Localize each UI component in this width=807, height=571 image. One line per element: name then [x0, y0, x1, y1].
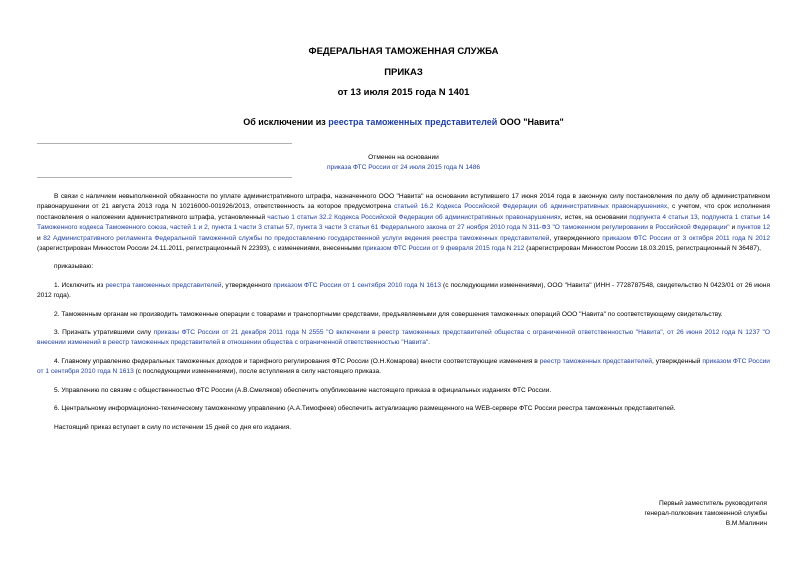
item-5: 5. Управлению по связям с общественностью ФТС России (А.В.Смеляков) обеспечить опубликование настоящего приказа в официальных изданиях ФТС России.: [54, 386, 552, 394]
item-4-link-1[interactable]: реестр таможенных представителей: [539, 357, 652, 365]
item-4-link-2[interactable]: приказом ФТС России от 1 сентября 2010 года N 1613: [37, 357, 770, 376]
agency-name: ФЕДЕРАЛЬНАЯ ТАМОЖЕННАЯ СЛУЖБА: [308, 46, 499, 57]
item-1-link-1[interactable]: реестра таможенных представителей: [105, 281, 222, 289]
divider-top: [37, 143, 292, 144]
item-1-text-2: , утвержденного: [221, 281, 274, 289]
preamble: [37, 192, 770, 254]
preamble-link-2[interactable]: частью 1 статьи 32.2 Кодекса Российской Федерации об административных правонарушениях: [267, 213, 561, 221]
preamble-text-4: и: [729, 224, 738, 232]
preamble-link-6[interactable]: приказом ФТС России от 3 октября 2011 года N 2012: [602, 234, 770, 242]
preamble-text-3: , истек, на основании: [560, 213, 630, 221]
item-1-link-2[interactable]: приказом ФТС России от 1 сентября 2010 года N 1613: [273, 281, 442, 289]
doc-title-suffix: ООО "Навита": [497, 117, 564, 127]
preamble-text-8: (зарегистрирован Минюстом России 18.03.2015, регистрационный N 36487),: [524, 245, 761, 253]
doc-title-link[interactable]: реестра таможенных представителей: [328, 117, 498, 127]
item-4-text-1: 4. Главному управлению федеральных таможенных доходов и тарифного регулирования ФТС России (О.Н.Комарова) внести соответствующие изменения в: [54, 357, 540, 365]
preamble-link-1[interactable]: статьей 16.2 Кодекса Российской Федерации об административных правонарушениях: [394, 203, 668, 211]
item-3-link-text[interactable]: "О включении в реестр таможенных представителей общества с ограниченной ответственностью "Навита",: [323, 329, 668, 337]
order-word: приказываю:: [54, 263, 94, 271]
preamble-text-6: , утвержденного: [549, 234, 603, 242]
doc-title: [0, 117, 807, 127]
preamble-link-4[interactable]: пунктов 12: [737, 224, 770, 232]
preamble-link-7[interactable]: приказом ФТС России от 9 февраля 2015 года N 212: [362, 245, 525, 253]
item-3-link-2[interactable]: от 26 июня 2012 года N 1237: [667, 329, 760, 337]
doc-title-prefix: Об исключении из: [243, 117, 329, 127]
cancel-note-link[interactable]: приказа ФТС России от 24 июля 2015 года N 1486: [326, 164, 481, 171]
item-3-link-1[interactable]: приказы ФТС России от 21 декабря 2011 года N 2555: [153, 329, 324, 337]
item-7: Настоящий приказ вступает в силу по истечении 15 дней со дня его издания.: [54, 423, 292, 431]
preamble-text-5: и: [37, 234, 44, 242]
item-3-link-text-2[interactable]: "О внесении изменений в реестр таможенных представителей в отношении общества с ограниченной ответственностью "Навита".: [37, 329, 770, 347]
divider-bottom: [37, 177, 292, 178]
item-6: 6. Центральному информационно-техническому таможенному управлению (А.А.Тимофеев) обеспечить актуализацию размещенного на WEB-сервере ФТС России реестра таможенных представителей.: [54, 405, 676, 413]
item-4-text-2: , утвержденный: [651, 357, 703, 365]
item-2: 2. Таможенным органам не производить таможенные операции с товарами и транспортными средствами, предъявляемыми для совершения таможенных операций ООО "Навита" по соответствующему свидетельству.: [54, 310, 723, 318]
document-body: [37, 192, 770, 441]
cancel-note-text: Отменен на основании: [368, 154, 439, 161]
preamble-link-5[interactable]: 82 Административного регламента Федеральной таможенной службы по предоставлению государственной услуги ведения реестра таможенных представителей: [43, 234, 550, 242]
preamble-text-1: В связи с наличием невыполненной обязанности по уплате административного штрафа, назначенного ООО "Навита" на основании вступившего 17 июня 2014 года в законную силу постановления по делу об административном правонарушении от 21 августа 2013 года N 10216000-001926/2013, ответственность за которое предусмотрена: [37, 193, 770, 211]
signature-rank: генерал-полковник таможенной службы: [644, 510, 767, 517]
item-3-text-1: 3. Признать утратившими силу: [54, 329, 154, 337]
item-4: [37, 357, 770, 378]
item-3: [37, 328, 770, 349]
item-1-text-3: (с последующими изменениями), ООО "Навита" (ИНН - 7728787548, свидетельство N 0423/01 от 26 июня 2012 года).: [37, 281, 771, 300]
preamble-text-7: (зарегистрирован Минюстом России 24.11.2011, регистрационный N 22393), с изменениями, внесенными: [37, 245, 363, 253]
item-1: [37, 281, 770, 302]
item-1-text-1: 1. Исключить из: [54, 281, 106, 289]
signature-name: В.М.Малинин: [725, 520, 767, 527]
signature-block: [644, 499, 767, 529]
preamble-text-2: , с учетом, что срок исполнения постановления о наложении административного штрафа, установленный: [37, 203, 770, 221]
item-4-text-3: (с последующими изменениями), после вступления в силу настоящего приказа.: [133, 368, 381, 376]
cancel-note: [0, 153, 807, 173]
doc-date-number: от 13 июля 2015 года N 1401: [337, 87, 470, 98]
signature-position: Первый заместитель руководителя: [658, 500, 767, 507]
preamble-link-3[interactable]: подпункта 4 статьи 13, подпункта 1 статьи 14 Таможенного кодекса Таможенного союза, частей 1 и 2, пункта 1 части 3 статьи 57, пункта 3 части 3 статьи 61 Федерального закона от 27 ноября 2010 года N 311-ФЗ "О таможенном регулировании в Российской Федерации": [37, 213, 771, 232]
doc-type: ПРИКАЗ: [384, 67, 423, 78]
